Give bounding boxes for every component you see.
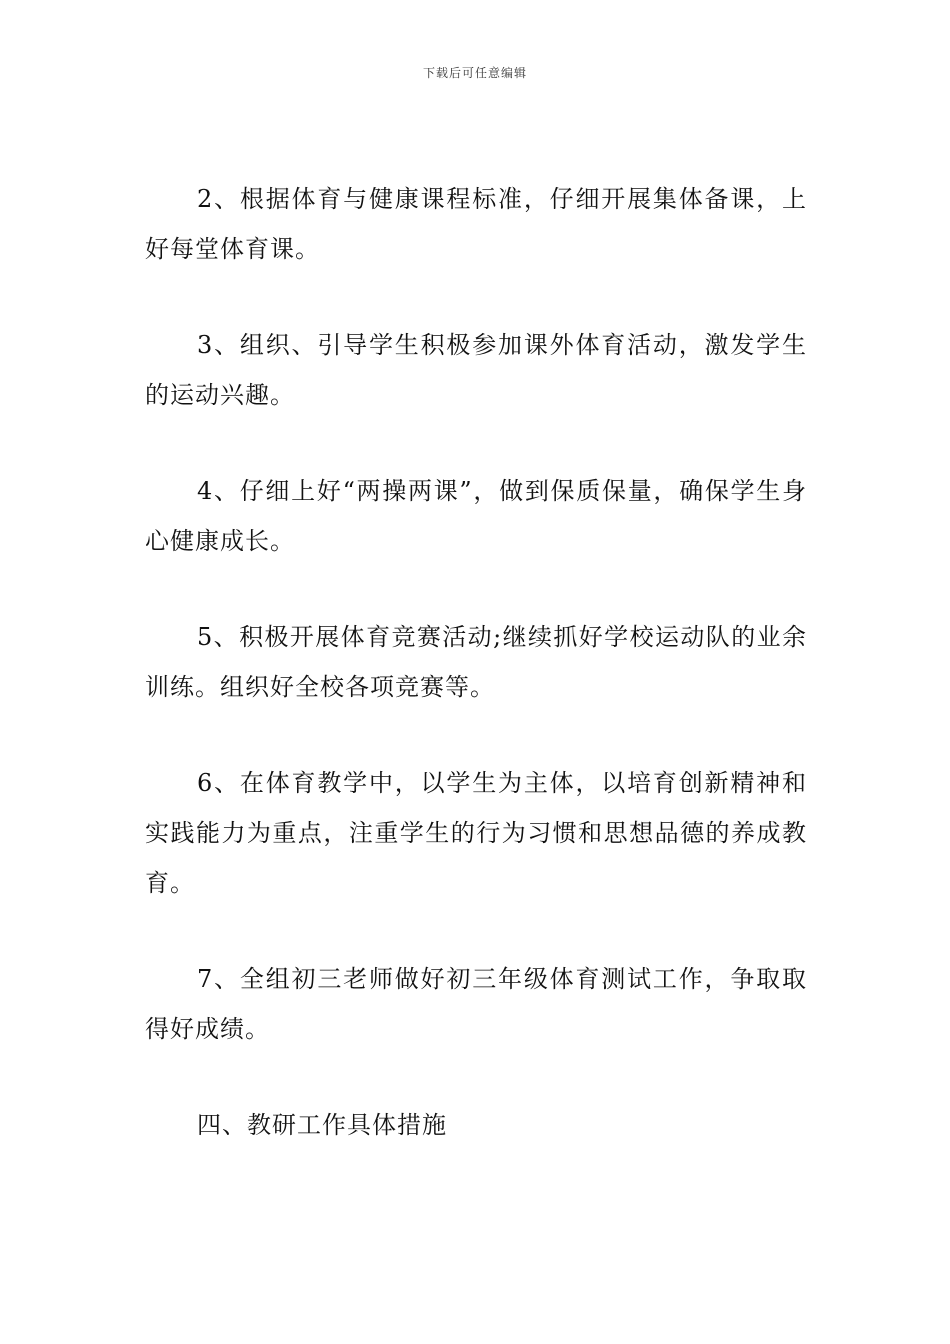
paragraph-item-6: 6、在体育教学中，以学生为主体，以培育创新精神和实践能力为重点，注重学生的行为习惯和思想品德的养成教育。 <box>145 769 807 897</box>
section-heading: 四、教研工作具体措施 <box>197 1111 447 1139</box>
paragraph-item-5: 5、积极开展体育竞赛活动;继续抓好学校运动队的业余训练。组织好全校各项竞赛等。 <box>145 623 807 701</box>
paragraph-item-2: 2、根据体育与健康课程标准，仔细开展集体备课，上好每堂体育课。 <box>145 185 807 263</box>
paragraph-item-3: 3、组织、引导学生积极参加课外体育活动，激发学生的运动兴趣。 <box>145 331 807 409</box>
page-header: 下载后可任意编辑 <box>422 66 527 80</box>
document-body <box>145 174 807 1196</box>
paragraph-item-4: 4、仔细上好“两操两课”，做到保质保量，确保学生身心健康成长。 <box>145 477 807 555</box>
paragraph-item-7: 7、全组初三老师做好初三年级体育测试工作，争取取得好成绩。 <box>145 965 807 1043</box>
